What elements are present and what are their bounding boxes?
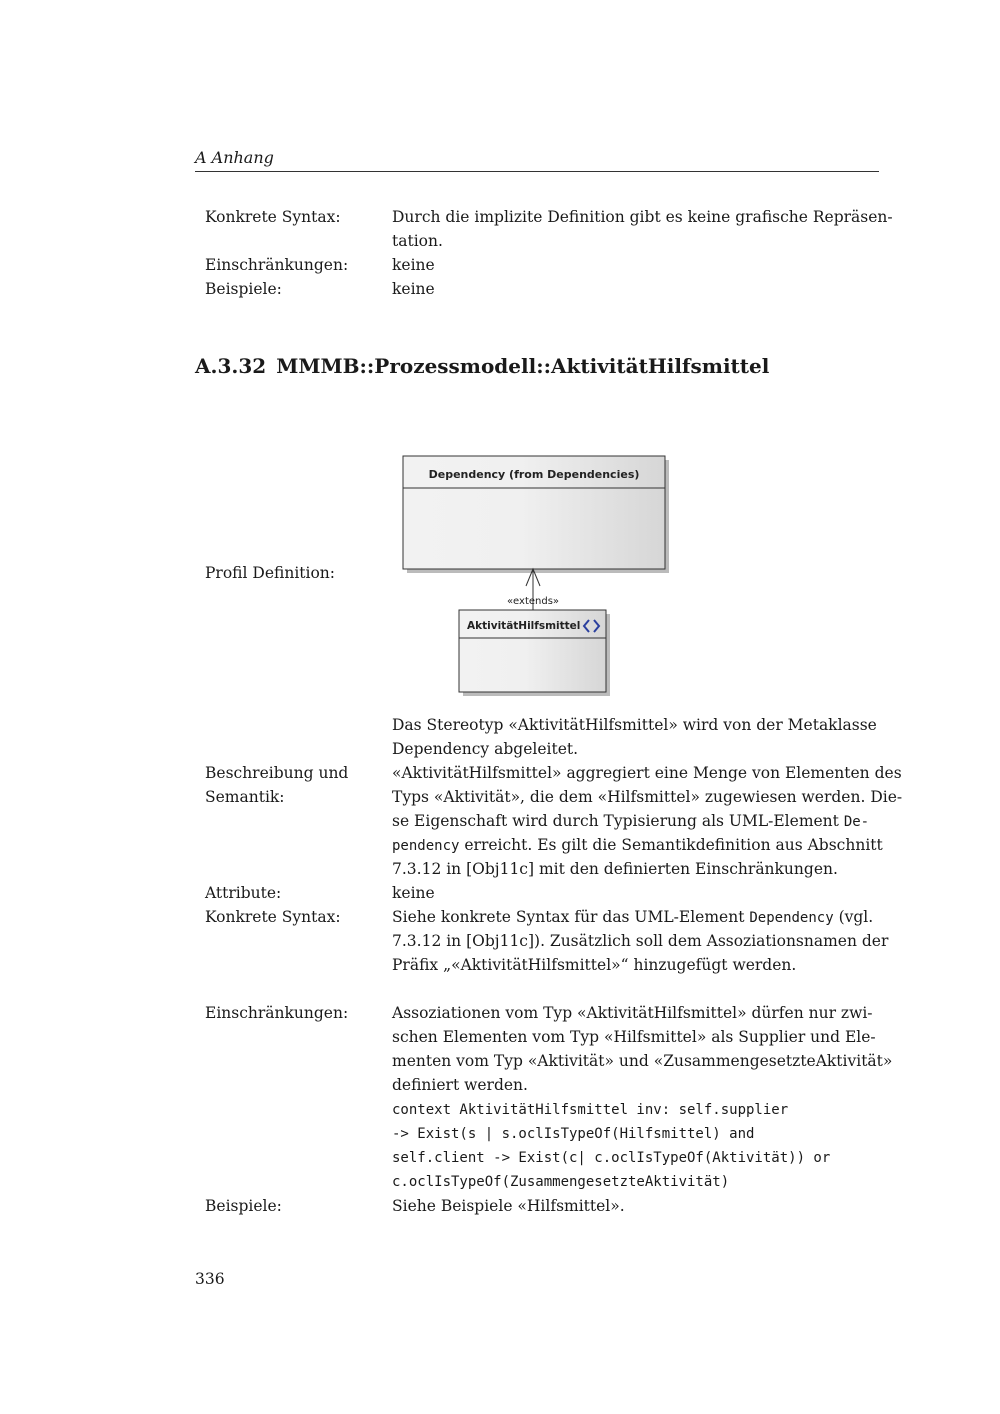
aktivitaet-hilfsmittel-class-box bbox=[459, 610, 610, 696]
ocl-code-line-4: c.oclIsTypeOf(ZusammengesetzteAktivität) bbox=[392, 1174, 730, 1190]
konkrete-syntax-text-top-2: tation. bbox=[392, 232, 443, 250]
beschreibung-line-1: Das Stereotyp «AktivitätHilfsmittel» wird von der Metaklasse bbox=[392, 716, 877, 734]
aktivitaet-hilfsmittel-class-name: AktivitätHilfsmittel bbox=[467, 620, 581, 632]
uml-profile-diagram bbox=[395, 448, 685, 703]
beschreibung-line-7: 7.3.12 in [Obj11c] mit den definierten Einschränkungen. bbox=[392, 860, 838, 878]
einschraenkungen-label: Einschränkungen: bbox=[205, 1004, 349, 1022]
einschraenkungen-label-top: Einschränkungen: bbox=[205, 256, 349, 274]
attribute-label: Attribute: bbox=[205, 884, 282, 902]
konkrete-syntax-label-top: Konkrete Syntax: bbox=[205, 208, 341, 226]
konkrete-syntax-label: Konkrete Syntax: bbox=[205, 908, 341, 926]
beschreibung-line-6 bbox=[392, 833, 883, 858]
code-dependency: Dependency bbox=[749, 910, 834, 926]
beschreibung-line-5-text: se Eigenschaft wird durch Typisierung als UML-Element bbox=[392, 812, 844, 830]
einschraenkungen-line-3: menten vom Typ «Aktivität» und «ZusammengesetzteAktivität» bbox=[392, 1052, 893, 1070]
konkrete-syntax-line-1-pre: Siehe konkrete Syntax für das UML-Element bbox=[392, 908, 750, 926]
beschreibung-label-1: Beschreibung und bbox=[205, 764, 349, 782]
beispiele-value: Siehe Beispiele «Hilfsmittel». bbox=[392, 1197, 625, 1215]
section-name: MMMB::Prozessmodell::AktivitätHilfsmittel bbox=[276, 354, 770, 378]
einschraenkungen-line-4: definiert werden. bbox=[392, 1076, 528, 1094]
code-dependency-part2: pendency bbox=[392, 838, 460, 854]
konkrete-syntax-line-3: Präfix „«AktivitätHilfsmittel»“ hinzugefügt werden. bbox=[392, 956, 797, 974]
ocl-code-line-2: -> Exist(s | s.oclIsTypeOf(Hilfsmittel) and bbox=[392, 1126, 755, 1142]
beschreibung-line-3: «AktivitätHilfsmittel» aggregiert eine Menge von Elementen des bbox=[392, 764, 902, 782]
beispiele-label-top: Beispiele: bbox=[205, 280, 282, 298]
konkrete-syntax-line-1 bbox=[392, 905, 873, 930]
beschreibung-line-4: Typs «Aktivität», die dem «Hilfsmittel» zugewiesen werden. Die- bbox=[392, 788, 903, 806]
header-rule bbox=[195, 171, 879, 172]
ocl-code-line-3: self.client -> Exist(c| c.oclIsTypeOf(Aktivität)) or bbox=[392, 1150, 831, 1166]
konkrete-syntax-text-top-1: Durch die implizite Definition gibt es keine grafische Repräsen- bbox=[392, 208, 893, 226]
beispiele-label: Beispiele: bbox=[205, 1197, 282, 1215]
beschreibung-line-6-text: erreicht. Es gilt die Semantikdefinition aus Abschnitt bbox=[459, 836, 883, 854]
extends-label: «extends» bbox=[506, 596, 560, 607]
attribute-value: keine bbox=[392, 884, 435, 902]
ocl-code-line-1: context AktivitätHilfsmittel inv: self.supplier bbox=[392, 1102, 789, 1118]
section-number: A.3.32 bbox=[195, 354, 267, 378]
section-title bbox=[195, 354, 769, 378]
konkrete-syntax-line-2: 7.3.12 in [Obj11c]). Zusätzlich soll dem Assoziationsnamen der bbox=[392, 932, 889, 950]
code-dependency-part1: De- bbox=[843, 814, 870, 830]
einschraenkungen-value-top: keine bbox=[392, 256, 435, 274]
extends-arrow bbox=[507, 569, 559, 610]
einschraenkungen-line-1: Assoziationen vom Typ «AktivitätHilfsmittel» dürfen nur zwi- bbox=[392, 1004, 873, 1022]
page-number: 336 bbox=[195, 1270, 225, 1288]
running-head: A Anhang bbox=[195, 148, 274, 167]
beschreibung-line-5 bbox=[392, 809, 869, 834]
beispiele-value-top: keine bbox=[392, 280, 435, 298]
beschreibung-line-2: Dependency abgeleitet. bbox=[392, 740, 579, 758]
profil-definition-label: Profil Definition: bbox=[205, 564, 335, 582]
dependency-class-name: Dependency (from Dependencies) bbox=[428, 468, 640, 481]
beschreibung-label-2: Semantik: bbox=[205, 788, 285, 806]
dependency-class-box bbox=[403, 456, 669, 573]
einschraenkungen-line-2: schen Elementen vom Typ «Hilfsmittel» als Supplier und Ele- bbox=[392, 1028, 876, 1046]
konkrete-syntax-line-1-post: (vgl. bbox=[833, 908, 874, 926]
